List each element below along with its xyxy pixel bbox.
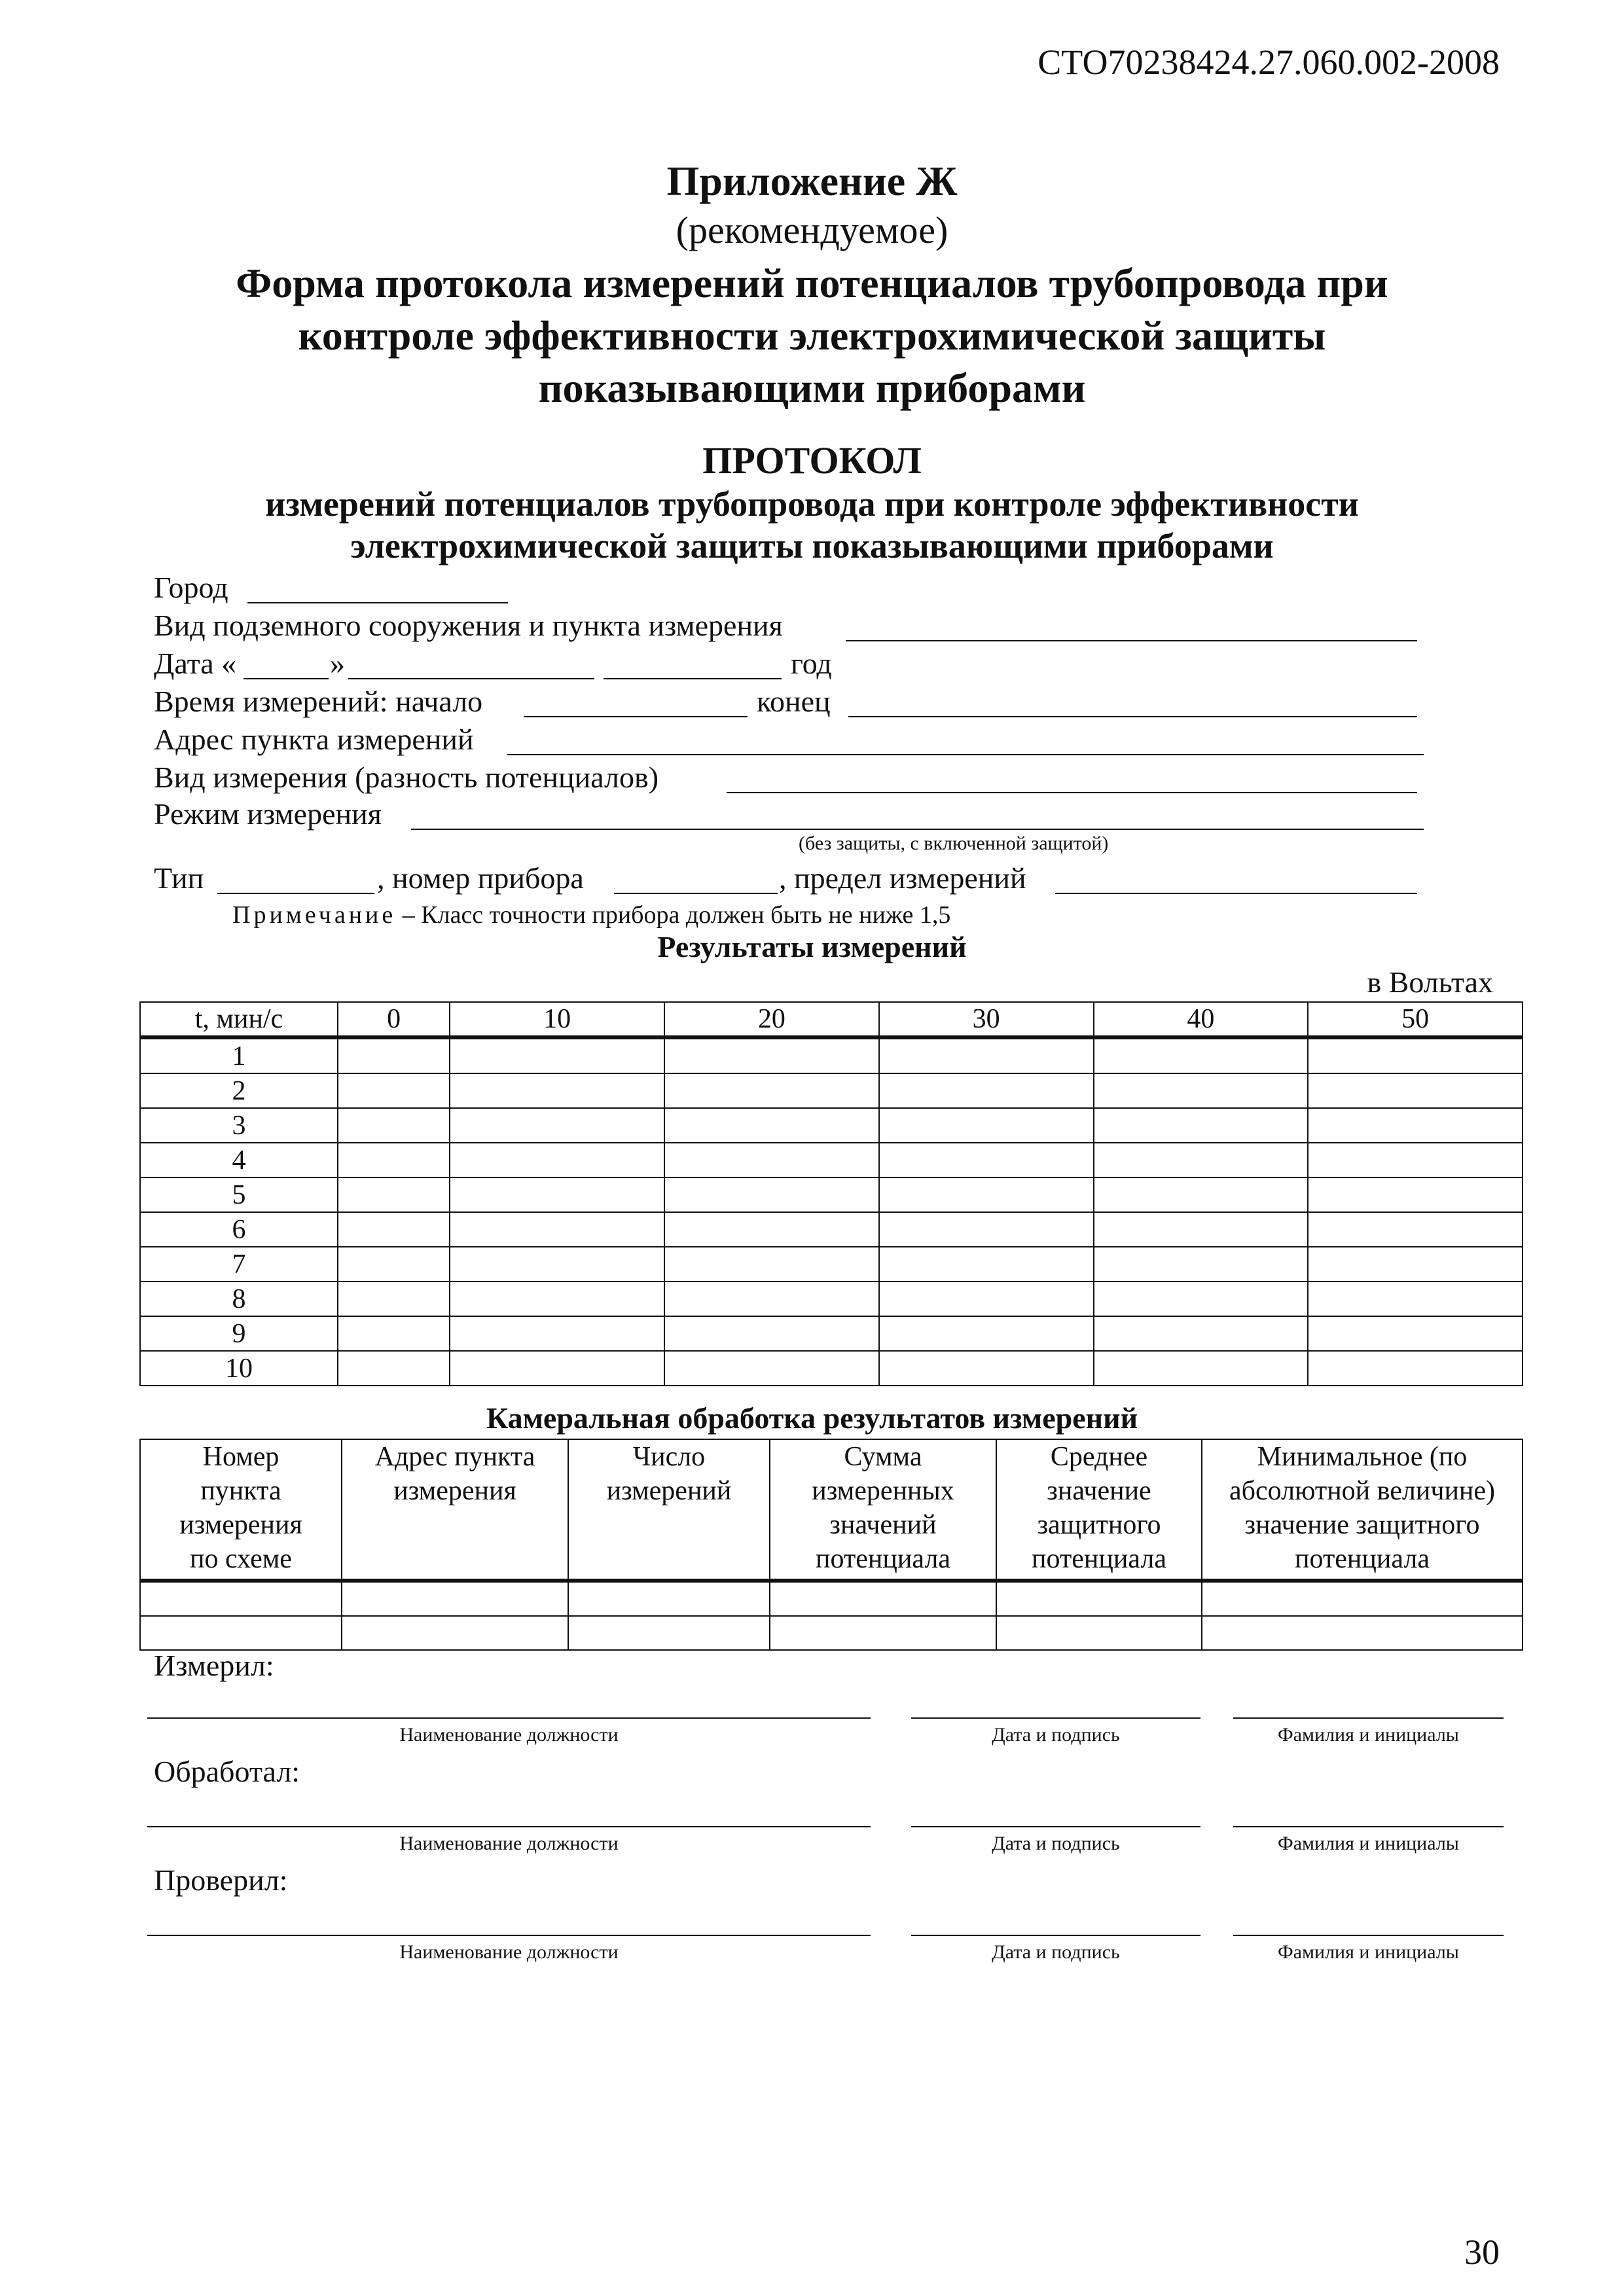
results-cell[interactable] (450, 1037, 664, 1073)
results-cell[interactable] (450, 1177, 664, 1212)
field-date-prefix: Дата « (154, 647, 237, 680)
field-mode-line[interactable] (411, 829, 1424, 830)
results-row-label: 9 (140, 1316, 338, 1351)
appendix-title: Приложение Ж (666, 158, 958, 204)
results-cell[interactable] (664, 1143, 879, 1177)
results-cell[interactable] (879, 1143, 1094, 1177)
processing-cell[interactable] (342, 1616, 568, 1650)
results-cell[interactable] (879, 1351, 1094, 1386)
processing-row (140, 1581, 1523, 1616)
field-device-number-label: , номер прибора (377, 861, 584, 895)
header-line: потенциала (816, 1544, 950, 1574)
processing-cell[interactable] (568, 1581, 770, 1616)
header-line: Среднее (1050, 1442, 1148, 1472)
field-structure-label: Вид подземного сооружения и пункта измерения (154, 609, 783, 642)
results-cell[interactable] (1094, 1351, 1308, 1386)
results-cell[interactable] (450, 1316, 664, 1351)
processing-header-cell (342, 1439, 568, 1581)
processing-title: Камеральная обработка результатов измерений (486, 1401, 1138, 1435)
field-time-end-line[interactable] (848, 716, 1417, 717)
results-cell[interactable] (450, 1143, 664, 1177)
results-row (140, 1212, 1523, 1247)
results-header-cell: 40 (1094, 1002, 1308, 1037)
results-header-cell: t, мин/с (140, 1002, 338, 1037)
signature-line-position[interactable] (147, 1826, 871, 1827)
results-row (140, 1316, 1523, 1351)
signature-line-position[interactable] (147, 1717, 871, 1719)
results-cell[interactable] (1094, 1037, 1308, 1073)
appendix-subtitle: (рекомендуемое) (676, 209, 948, 251)
note (232, 898, 950, 932)
results-row (140, 1108, 1523, 1143)
signature-caption: Фамилия и инициалы (1278, 1941, 1459, 1963)
results-cell[interactable] (664, 1177, 879, 1212)
results-cell[interactable] (664, 1212, 879, 1247)
field-month-line[interactable] (348, 678, 594, 679)
results-cell[interactable] (1094, 1282, 1308, 1316)
results-cell[interactable] (879, 1282, 1094, 1316)
results-cell[interactable] (664, 1282, 879, 1316)
results-header-cell: 30 (879, 1002, 1094, 1037)
results-cell[interactable] (664, 1073, 879, 1108)
results-cell[interactable] (1094, 1108, 1308, 1143)
processing-cell[interactable] (770, 1581, 996, 1616)
results-cell[interactable] (338, 1143, 450, 1177)
processing-header-cell (140, 1439, 342, 1581)
results-cell[interactable] (338, 1073, 450, 1108)
field-year-line[interactable] (604, 678, 782, 679)
results-row (140, 1177, 1523, 1212)
results-cell[interactable] (338, 1351, 450, 1386)
results-cell[interactable] (1308, 1073, 1523, 1108)
results-cell[interactable] (664, 1108, 879, 1143)
field-time-start-line[interactable] (524, 716, 748, 717)
results-row-label: 5 (140, 1177, 338, 1212)
signature-caption: Дата и подпись (992, 1833, 1120, 1854)
signature-line-date[interactable] (911, 1935, 1200, 1936)
appendix-heading (0, 257, 1624, 414)
document-code: СТО70238424.27.060.002-2008 (1038, 43, 1500, 82)
field-date-mid: » (330, 647, 345, 680)
results-row-label: 10 (140, 1351, 338, 1386)
processing-cell[interactable] (140, 1581, 342, 1616)
signature-caption: Наименование должности (399, 1724, 619, 1746)
header-line: значение (1047, 1476, 1151, 1506)
protocol-subtitle-line: электрохимической защиты показывающими приборами (350, 526, 1274, 565)
results-header-cell: 20 (664, 1002, 879, 1037)
signature-caption: Фамилия и инициалы (1278, 1724, 1459, 1746)
field-address-line[interactable] (507, 754, 1424, 755)
signature-caption: Дата и подпись (992, 1941, 1120, 1963)
header-line: Адрес пункта (374, 1442, 535, 1472)
results-row (140, 1351, 1523, 1386)
processing-header-cell (568, 1439, 770, 1581)
processing-cell[interactable] (996, 1581, 1202, 1616)
header-line: Сумма (844, 1442, 922, 1472)
header-line: Число (632, 1442, 706, 1472)
results-cell[interactable] (664, 1316, 879, 1351)
signature-line-name[interactable] (1233, 1935, 1504, 1936)
results-cell[interactable] (338, 1247, 450, 1282)
note-text: – Класс точности прибора должен быть не ниже 1,5 (396, 901, 951, 929)
processing-cell[interactable] (996, 1616, 1202, 1650)
signature-measured-label: Измерил: (154, 1649, 274, 1682)
processing-cell[interactable] (770, 1616, 996, 1650)
header-line: потенциала (1295, 1544, 1430, 1574)
field-time-start-label: Время измерений: начало (154, 685, 483, 718)
field-time-end-label: конец (757, 685, 831, 718)
results-cell[interactable] (450, 1282, 664, 1316)
results-cell[interactable] (664, 1247, 879, 1282)
field-mode-hint: (без защиты, с включенной защитой) (799, 833, 1109, 854)
signature-caption: Дата и подпись (992, 1724, 1120, 1746)
header-line: значений (829, 1510, 937, 1540)
results-cell[interactable] (1308, 1143, 1523, 1177)
field-device-number-line[interactable] (614, 893, 778, 894)
processing-table (139, 1439, 1523, 1651)
header-line: Номер (202, 1442, 280, 1472)
field-device-type-line[interactable] (217, 893, 374, 894)
header-line: измеренных (812, 1476, 954, 1506)
results-cell[interactable] (879, 1177, 1094, 1212)
results-cell[interactable] (1094, 1316, 1308, 1351)
field-address-label: Адрес пункта измерений (154, 723, 474, 756)
signature-processed-label: Обработал: (154, 1755, 300, 1788)
results-row-label: 6 (140, 1212, 338, 1247)
results-units: в Вольтах (1367, 965, 1493, 999)
field-mode-label: Режим измерения (154, 797, 382, 831)
signature-line-name[interactable] (1233, 1717, 1504, 1719)
results-cell[interactable] (1308, 1212, 1523, 1247)
results-cell[interactable] (1308, 1177, 1523, 1212)
results-header-row (140, 1002, 1523, 1037)
field-device-type-label: Тип (154, 861, 204, 895)
results-cell[interactable] (338, 1177, 450, 1212)
signature-caption: Фамилия и инициалы (1278, 1833, 1459, 1854)
processing-header-row (140, 1439, 1523, 1581)
results-cell[interactable] (1308, 1351, 1523, 1386)
header-line: значение защитного (1244, 1510, 1480, 1540)
signature-caption: Наименование должности (399, 1833, 619, 1854)
header-line: пункта (200, 1476, 281, 1506)
signature-line-date[interactable] (911, 1826, 1200, 1827)
field-range-line[interactable] (1055, 893, 1417, 894)
processing-cell[interactable] (1202, 1616, 1523, 1650)
field-city-label: Город (154, 571, 228, 604)
field-structure-line[interactable] (846, 640, 1417, 641)
field-city-line[interactable] (247, 602, 508, 603)
processing-cell[interactable] (342, 1581, 568, 1616)
results-cell[interactable] (1094, 1212, 1308, 1247)
field-range-label: , предел измерений (779, 861, 1026, 895)
results-cell[interactable] (1308, 1108, 1523, 1143)
results-row (140, 1282, 1523, 1316)
header-line: измерения (393, 1476, 516, 1506)
results-row-label: 3 (140, 1108, 338, 1143)
results-cell[interactable] (450, 1108, 664, 1143)
protocol-subtitle-line: измерений потенциалов трубопровода при контроле эффективности (265, 484, 1359, 524)
results-row-label: 7 (140, 1247, 338, 1282)
signature-caption: Наименование должности (399, 1941, 619, 1963)
field-measure-type-label: Вид измерения (разность потенциалов) (154, 761, 659, 794)
results-cell[interactable] (1094, 1247, 1308, 1282)
processing-header-cell (996, 1439, 1202, 1581)
results-cell[interactable] (1308, 1282, 1523, 1316)
results-cell[interactable] (879, 1108, 1094, 1143)
processing-cell[interactable] (1202, 1581, 1523, 1616)
appendix-heading-line: Форма протокола измерений потенциалов трубопровода при (236, 260, 1388, 306)
protocol-title: ПРОТОКОЛ (702, 439, 922, 482)
protocol-subtitle (0, 483, 1624, 567)
results-cell[interactable] (664, 1351, 879, 1386)
signature-line-name[interactable] (1233, 1826, 1504, 1827)
field-year-label: год (791, 647, 832, 680)
results-cell[interactable] (338, 1212, 450, 1247)
results-row-label: 4 (140, 1143, 338, 1177)
note-label: Примечание (232, 901, 397, 929)
results-row-label: 2 (140, 1073, 338, 1108)
processing-row (140, 1616, 1523, 1650)
results-table (139, 1001, 1523, 1386)
results-cell[interactable] (1308, 1247, 1523, 1282)
results-row (140, 1037, 1523, 1073)
processing-header-cell (770, 1439, 996, 1581)
signature-line-position[interactable] (147, 1935, 871, 1936)
results-cell[interactable] (338, 1108, 450, 1143)
header-line: измерения (179, 1510, 302, 1540)
results-row (140, 1247, 1523, 1282)
signature-checked-label: Проверил: (154, 1863, 288, 1897)
results-cell[interactable] (338, 1037, 450, 1073)
header-line: по схеме (190, 1544, 292, 1574)
header-line: защитного (1037, 1510, 1161, 1540)
processing-cell[interactable] (568, 1616, 770, 1650)
results-cell[interactable] (1094, 1177, 1308, 1212)
results-cell[interactable] (450, 1247, 664, 1282)
processing-cell[interactable] (140, 1616, 342, 1650)
results-cell[interactable] (1308, 1037, 1523, 1073)
header-line: измерений (606, 1476, 732, 1506)
results-header-cell: 0 (338, 1002, 450, 1037)
field-measure-type-line[interactable] (727, 792, 1417, 793)
results-header-cell: 10 (450, 1002, 664, 1037)
results-cell[interactable] (1308, 1316, 1523, 1351)
results-row-label: 8 (140, 1282, 338, 1316)
appendix-heading-line: контроле эффективности электрохимической защиты (298, 312, 1326, 359)
results-cell[interactable] (450, 1212, 664, 1247)
results-cell[interactable] (338, 1316, 450, 1351)
header-line: абсолютной величине) (1229, 1476, 1496, 1506)
results-title: Результаты измерений (657, 930, 967, 963)
results-cell[interactable] (879, 1316, 1094, 1351)
signature-line-date[interactable] (911, 1717, 1200, 1719)
header-line: Минимальное (по (1257, 1442, 1468, 1472)
results-cell[interactable] (1094, 1143, 1308, 1177)
results-header-cell: 50 (1308, 1002, 1523, 1037)
page-number: 30 (1464, 2233, 1500, 2272)
results-row-label: 1 (140, 1037, 338, 1073)
results-cell[interactable] (879, 1037, 1094, 1073)
field-day-line[interactable] (244, 678, 329, 679)
results-cell[interactable] (879, 1212, 1094, 1247)
results-cell[interactable] (664, 1037, 879, 1073)
results-row (140, 1073, 1523, 1108)
header-line: потенциала (1032, 1544, 1166, 1574)
results-cell[interactable] (450, 1073, 664, 1108)
results-cell[interactable] (879, 1247, 1094, 1282)
processing-header-cell (1202, 1439, 1523, 1581)
results-cell[interactable] (879, 1073, 1094, 1108)
results-cell[interactable] (450, 1351, 664, 1386)
appendix-heading-line: показывающими приборами (538, 365, 1086, 411)
results-cell[interactable] (338, 1282, 450, 1316)
results-row (140, 1143, 1523, 1177)
results-cell[interactable] (1094, 1073, 1308, 1108)
